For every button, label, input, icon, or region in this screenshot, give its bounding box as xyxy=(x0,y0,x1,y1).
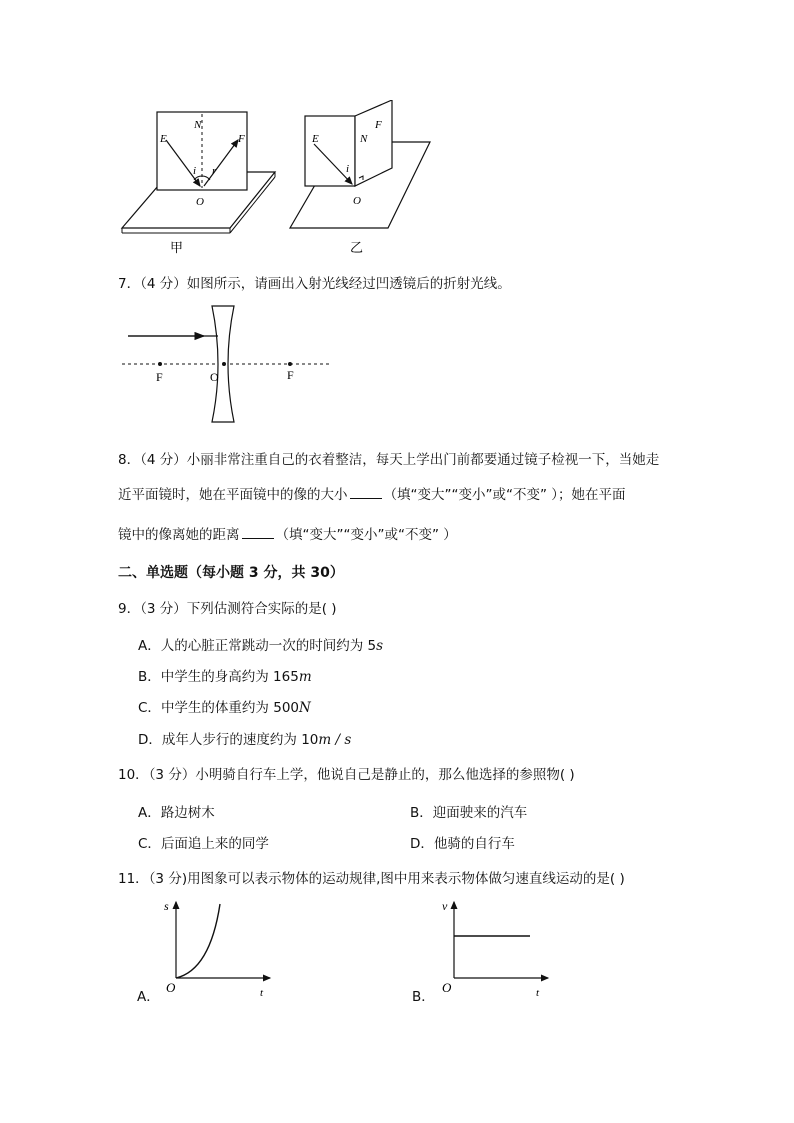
caption-yi: 乙 xyxy=(350,240,364,255)
option-a[interactable] xyxy=(138,634,383,654)
question-score: （4 分） xyxy=(140,452,187,468)
focus-left-label: F xyxy=(156,370,163,384)
question-score: （4 分） xyxy=(140,276,187,292)
optical-center-label: O xyxy=(210,370,219,384)
option-label: C． xyxy=(138,700,161,716)
y-axis-label: v xyxy=(442,899,448,913)
focus-right-label: F xyxy=(287,368,294,382)
label-E: E xyxy=(160,133,167,145)
option-b[interactable] xyxy=(138,665,312,685)
label-F: F xyxy=(375,119,382,131)
option-text: 成年人步行的速度约为 10 xyxy=(161,732,319,748)
question-11 xyxy=(118,867,625,887)
question-text: 用图象可以表示物体的运动规律,图中用来表示物体做匀速直线运动的是( ) xyxy=(187,871,625,887)
option-label: C． xyxy=(138,836,161,852)
concave-lens-figure xyxy=(118,300,338,428)
option-d[interactable] xyxy=(410,832,515,852)
graph-a-label[interactable]: A． xyxy=(137,989,160,1005)
option-c[interactable] xyxy=(138,832,269,852)
question-8-line-1 xyxy=(118,448,659,468)
question-number: 8． xyxy=(118,452,141,468)
label-N: N xyxy=(360,133,368,145)
question-score: （3 分） xyxy=(140,601,187,617)
option-a[interactable] xyxy=(138,801,215,821)
question-10 xyxy=(118,763,575,783)
option-text: 他骑的自行车 xyxy=(433,836,515,852)
option-label: A． xyxy=(138,805,161,821)
option-label: B． xyxy=(410,805,433,821)
option-text: 路边树木 xyxy=(160,805,215,821)
origin-label: O xyxy=(442,980,452,995)
option-text: 后面追上来的同学 xyxy=(160,836,269,852)
option-unit: s xyxy=(376,638,384,654)
option-text: 中学生的身高约为 165 xyxy=(160,669,299,685)
option-label: A． xyxy=(138,638,161,654)
question-8-line-2 xyxy=(118,483,626,503)
label-i: i xyxy=(346,163,350,175)
x-axis-label: t xyxy=(260,987,264,999)
question-number: 11． xyxy=(118,871,149,887)
option-d[interactable] xyxy=(138,728,351,748)
option-unit: m xyxy=(298,669,312,685)
caption-jia: 甲 xyxy=(170,240,184,255)
question-text: 近平面镜时，她在平面镜中的像的大小 xyxy=(118,487,348,503)
question-text: 镜中的像离她的距离 xyxy=(118,527,240,543)
option-b[interactable] xyxy=(410,801,527,821)
option-text: 中学生的体重约为 500 xyxy=(160,700,299,716)
label-r: r xyxy=(212,165,217,177)
label-N: N xyxy=(194,119,202,131)
label-i: i xyxy=(193,165,197,177)
question-text: 下列估测符合实际的是( ) xyxy=(186,601,337,617)
graph-b[interactable] xyxy=(436,896,556,1000)
answer-blank-2[interactable] xyxy=(242,526,274,539)
question-text: 小丽非常注重自己的衣着整洁，每天上学出门前都要通过镜子检视一下，当她走 xyxy=(186,452,660,468)
x-axis-label: t xyxy=(536,987,540,999)
label-O: O xyxy=(353,195,361,207)
question-8-line-3 xyxy=(118,523,457,543)
origin-label: O xyxy=(166,980,176,995)
y-axis-label: s xyxy=(164,899,169,913)
figure-yi xyxy=(290,100,430,255)
reflection-figures xyxy=(110,100,450,260)
question-9 xyxy=(118,597,337,617)
option-label: D． xyxy=(410,836,434,852)
label-O: O xyxy=(196,196,204,208)
option-text: 迎面驶来的汽车 xyxy=(432,805,528,821)
figure-jia xyxy=(122,112,275,255)
question-7 xyxy=(118,272,511,292)
section-title: 二、单选题（每小题 3 分，共 30） xyxy=(118,565,344,581)
question-text: （填“变大”“变小”或“不变” ）；她在平面 xyxy=(383,487,626,503)
label-F: F xyxy=(238,133,245,145)
question-text: （填“变大”“变小”或“不变” ） xyxy=(275,527,457,543)
graph-b-label[interactable]: B． xyxy=(412,989,435,1005)
option-c[interactable] xyxy=(138,696,311,716)
option-unit: m / s xyxy=(318,732,352,748)
option-text: 人的心脏正常跳动一次的时间约为 5 xyxy=(160,638,377,654)
label-E: E xyxy=(312,133,319,145)
question-score: （3 分) xyxy=(148,871,188,887)
option-unit: N xyxy=(299,700,311,716)
question-number: 7． xyxy=(118,276,141,292)
question-text: 小明骑自行车上学，他说自己是静止的，那么他选择的参照物( ) xyxy=(195,767,575,783)
answer-blank-1[interactable] xyxy=(350,486,382,499)
question-number: 10． xyxy=(118,767,149,783)
option-label: D． xyxy=(138,732,162,748)
question-text: 如图所示，请画出入射光线经过凹透镜后的折射光线。 xyxy=(186,276,511,292)
question-number: 9． xyxy=(118,601,141,617)
question-score: （3 分） xyxy=(148,767,196,783)
graph-a[interactable] xyxy=(158,896,278,1000)
option-label: B． xyxy=(138,669,161,685)
